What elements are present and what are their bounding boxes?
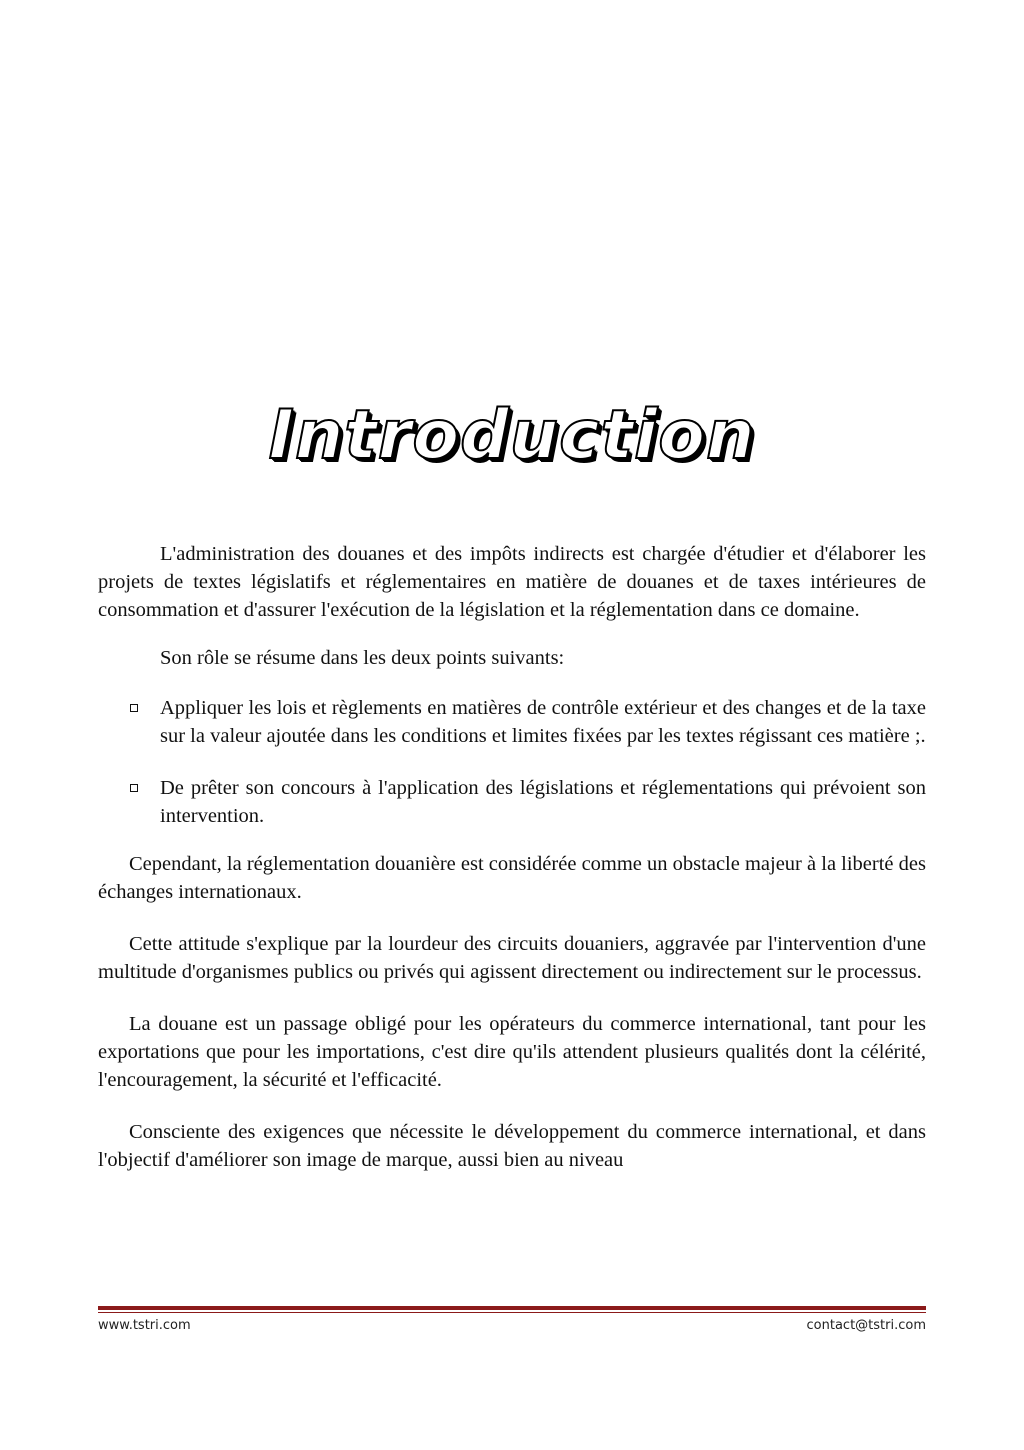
bullet-text: Appliquer les lois et règlements en matières de contrôle extérieur et des changes et de la taxe sur la valeur ajoutée dans les conditions et limites fixées par les textes régissant ces matière ;. [160, 697, 926, 747]
body-paragraph: Cette attitude s'explique par la lourdeur des circuits douaniers, aggravée par l'intervention d'une multitude d'organismes publics ou privés qui agissent directement ou indirectement sur le processus. [98, 933, 926, 983]
checkbox-bullet-icon [130, 784, 138, 792]
checkbox-bullet-icon [130, 704, 138, 712]
bullet-text: De prêter son concours à l'application des législations et réglementations qui prévoient son intervention. [160, 777, 926, 827]
intro-paragraph: L'administration des douanes et des impôts indirects est chargée d'étudier et d'élaborer les projets de textes législatifs et réglementaires en matière de douanes et de taxes intérieures de consommation et d'assurer l'exécution de la législation et la réglementation dans ce domaine. [98, 543, 926, 621]
footer-rule-thin [98, 1312, 926, 1313]
bullet-item [160, 774, 926, 830]
intro-paragraph: Son rôle se résume dans les deux points suivants: [160, 647, 565, 669]
footer-website-link[interactable]: www.tstri.com [98, 1318, 191, 1333]
body-paragraph: Consciente des exigences que nécessite le développement du commerce international, et dans l'objectif d'améliorer son image de marque, aussi bien au niveau [98, 1121, 926, 1171]
body-paragraph: La douane est un passage obligé pour les opérateurs du commerce international, tant pour les exportations que pour les importations, c'est dire qu'ils attendent plusieurs qualités dont la célérité, l'encouragement, la sécurité et l'efficacité. [98, 1013, 926, 1091]
bullet-item [160, 694, 926, 750]
footer-rule [98, 1306, 926, 1310]
body-paragraph: Cependant, la réglementation douanière est considérée comme un obstacle majeur à la liberté des échanges internationaux. [98, 853, 926, 903]
document-body [98, 540, 926, 1174]
bullet-list [98, 694, 926, 830]
page-title: Introduction [268, 396, 756, 475]
footer-email-link[interactable]: contact@tstri.com [806, 1318, 926, 1333]
